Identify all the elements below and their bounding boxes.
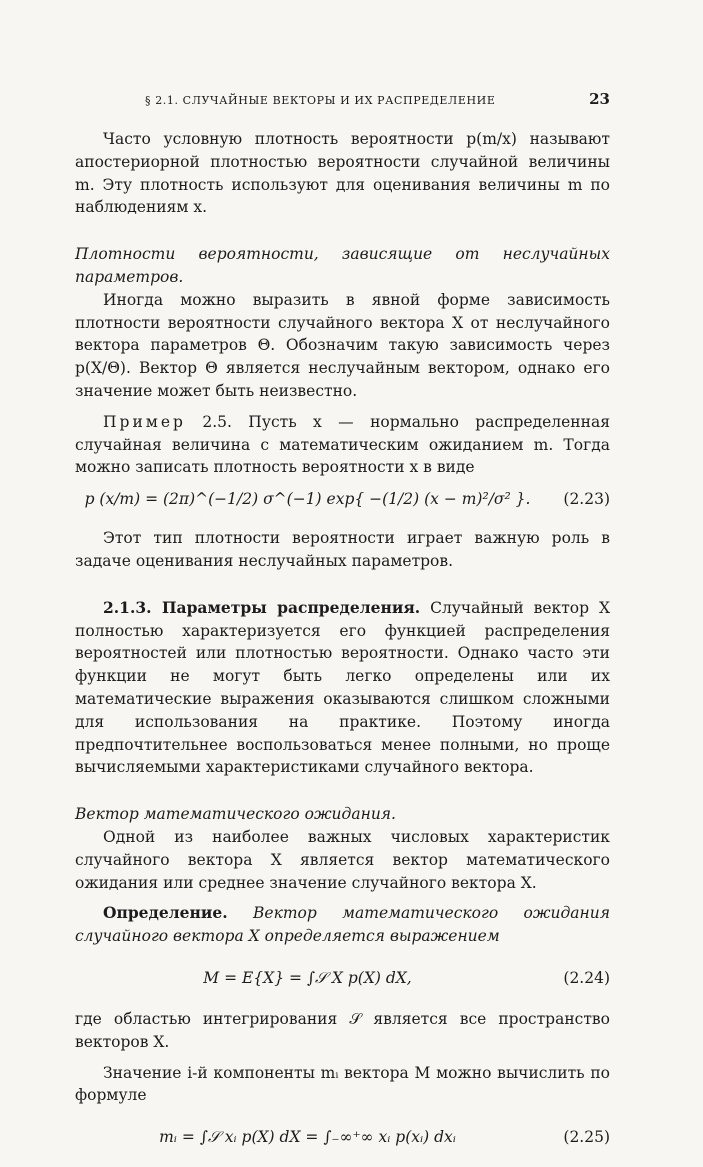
equation-2-25-formula: mᵢ = ∫𝒮 xᵢ p(X) dX = ∫₋∞⁺∞ xᵢ p(xᵢ) dxᵢ bbox=[159, 1128, 456, 1147]
example-label: Пример bbox=[103, 412, 186, 431]
equation-2-23 bbox=[75, 479, 610, 519]
section-text: Случайный вектор X полностью характеризуется его функцией распределения вероятностей или плотностью вероятности. Однако часто эти функции не могут быть легко определены или их математические выражения оказываются слишком сложными для использования на практике. Поэтому иногда предпочтительнее воспользоваться менее полными, но проще вычисляемыми характеристиками случайного вектора. bbox=[75, 598, 610, 777]
equation-2-25 bbox=[75, 1107, 610, 1167]
equation-2-24-number: (2.24) bbox=[563, 968, 610, 987]
paragraph-section-2-1-3 bbox=[75, 597, 610, 779]
subheading-parameters: Плотности вероятности, зависящие от неслучайных параметров. bbox=[75, 245, 610, 286]
paragraph-role: Этот тип плотности вероятности играет важную роль в задаче оценивания неслучайных параметров. bbox=[75, 529, 610, 570]
example-text: 2.5. Пусть x — нормально распределенная случайная величина с математическим ожиданием m. Тогда можно записать плотность вероятности x в виде bbox=[75, 412, 610, 477]
section-title: 2.1.3. Параметры распределения. bbox=[103, 597, 421, 617]
paragraph-example bbox=[75, 411, 610, 479]
paragraph-component: Значение i-й компоненты mᵢ вектора M можно вычислить по формуле bbox=[75, 1063, 610, 1105]
subheading-mean-vector: Вектор математического ожидания. bbox=[75, 805, 396, 824]
paragraph-posterior: Часто условную плотность вероятности p(m/x) называют апостериорной плотностью вероятности случайной величины m. Эту плотность используют для оценивания величины m по наблюдениям x. bbox=[75, 130, 610, 217]
page-number: 23 bbox=[589, 90, 610, 108]
running-title: § 2.1. СЛУЧАЙНЫЕ ВЕКТОРЫ И ИХ РАСПРЕДЕЛЕНИЕ bbox=[145, 94, 496, 107]
equation-2-25-number: (2.25) bbox=[563, 1128, 610, 1147]
equation-2-23-formula: p (x/m) = (2π)^(−1/2) σ^(−1) exp{ −(1/2) (x − m)²/σ² }. bbox=[84, 490, 531, 509]
definition-label: Определение. bbox=[103, 903, 228, 923]
definition-text: Вектор математического ожидания случайного вектора X определяется выражением bbox=[75, 904, 610, 946]
paragraph-mean-intro: Одной из наиболее важных числовых характеристик случайного вектора X является вектор математического ожидания или среднее значение случайного вектора X. bbox=[75, 827, 610, 892]
equation-2-23-number: (2.23) bbox=[563, 490, 610, 509]
paragraph-integration-domain: где областью интегрирования 𝒮 является все пространство векторов X. bbox=[75, 1009, 610, 1051]
equation-2-24 bbox=[75, 948, 610, 1008]
book-page bbox=[75, 88, 610, 1167]
paragraph-dependency: Иногда можно выразить в явной форме зависимость плотности вероятности случайного вектора X от неслучайного вектора параметров Θ. Обозначим такую зависимость через p(X/Θ). Вектор Θ является неслучайным вектором, однако его значение может быть неизвестно. bbox=[75, 290, 610, 400]
paragraph-definition bbox=[75, 902, 610, 948]
page-header bbox=[75, 88, 610, 116]
equation-2-24-formula: M = E{X} = ∫𝒮 X p(X) dX, bbox=[203, 968, 412, 987]
